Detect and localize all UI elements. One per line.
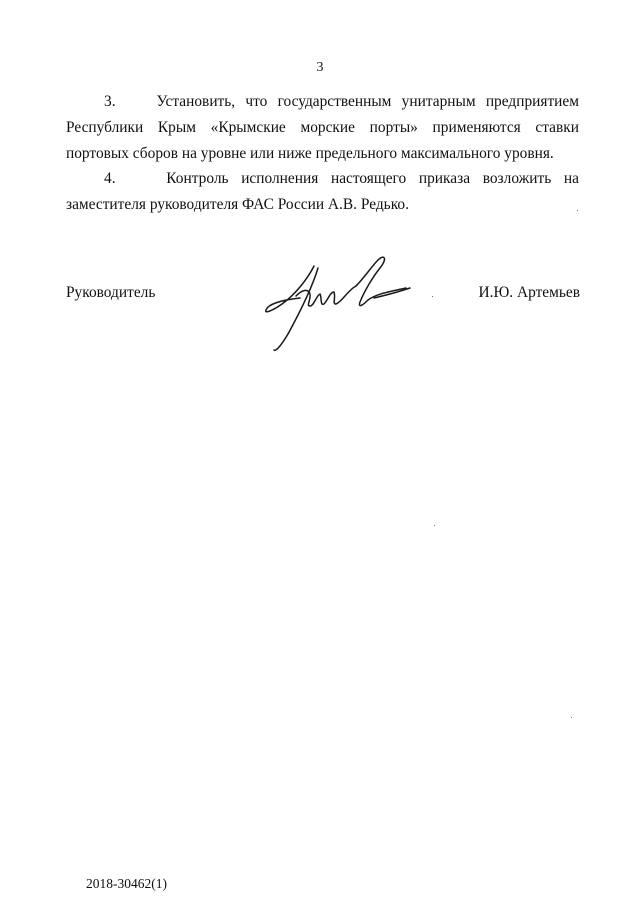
paragraph-4 [66,166,579,218]
page-number: 3 [316,60,324,75]
paragraph-4-number: 4. [104,170,116,187]
paragraph-4-text: Контроль исполнения настоящего приказа возложить на заместителя руководителя ФАС России А.В. Редько. [66,170,579,213]
handwritten-signature [256,248,416,358]
scan-speck [571,717,572,718]
paragraph-3 [66,89,579,167]
signer-name: И.Ю. Артемьев [478,284,580,301]
scan-speck [577,210,578,211]
paragraph-3-text: Установить, что государственным унитарным предприятием Республики Крым «Крымские морские порты» применяются ставки портовых сборов на уровне или ниже предельного максимального уровня. [66,93,579,162]
document-code: 2018-30462(1) [86,876,167,891]
paragraph-3-number: 3. [104,93,116,110]
scan-speck [434,525,435,526]
signer-title: Руководитель [66,284,156,301]
scan-speck [432,296,433,297]
